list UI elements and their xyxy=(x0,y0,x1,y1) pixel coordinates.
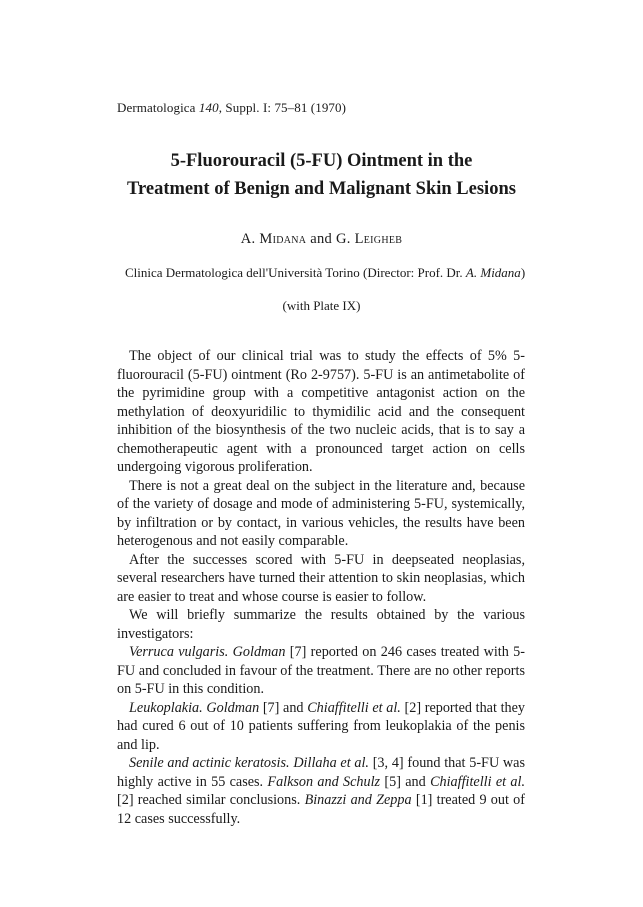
paragraph-text: [2] reported that they had cured 6 out of 10 patients suffering from leukoplakia of the penis and lip. xyxy=(117,699,526,753)
citation-journal: Dermatologica xyxy=(117,100,199,115)
author-ref: Dillaha et al. xyxy=(293,755,369,771)
author1-name: Midana xyxy=(259,231,307,247)
affiliation xyxy=(125,265,525,281)
heading-leukoplakia: Leukoplakia. xyxy=(129,699,203,716)
author-line xyxy=(0,231,643,248)
author-ref: Chiaffitelli et al. xyxy=(430,773,525,790)
affiliation-close: ) xyxy=(520,265,526,280)
plate-note: (with Plate IX) xyxy=(282,298,361,313)
author-ref: Binazzi and Zeppa xyxy=(304,792,412,808)
paragraph-text: [3, 4] found that 5-FU was highly active in 55 cases. xyxy=(117,755,525,790)
paragraph-leukoplakia xyxy=(117,699,525,755)
paragraph-intro: The object of our clinical trial was to study the effects of 5% 5-fluorouracil (5-FU) ointment (Ro 2-9757). 5-FU is an antimetabolite of the pyrimidine group with a competitive antagonist action on the methylation of deoxyuridilic to thymidilic acid and the consequent inhibition of the biosynthesis of the two nucleic acids, that is to say a chemotherapeutic agent with a pronounced target action on cells undergoing vigorous proliferation. xyxy=(117,348,525,475)
article-title-line2: Treatment of Benign and Malignant Skin Lesions xyxy=(127,179,516,199)
paragraph-successes: After the successes scored with 5-FU in deepseated neoplasias, several researchers have turned their attention to skin neoplasias, which are easier to treat and whose course is easier to follow. xyxy=(117,551,525,605)
paragraph-summary: We will briefly summarize the results obtained by the various investigators: xyxy=(117,607,525,642)
citation-rest: , Suppl. I: 75–81 (1970) xyxy=(218,100,347,115)
author-ref: Falkson and Schulz xyxy=(267,773,381,790)
author-ref: Goldman xyxy=(232,644,286,660)
author-ref: Chiaffitelli et al. xyxy=(307,699,401,716)
citation-volume: 140 xyxy=(198,100,219,115)
paragraph-text: [2] reached similar conclusions. xyxy=(117,792,305,808)
heading-verruca: Verruca vulgaris. xyxy=(129,644,229,660)
article-body xyxy=(117,347,525,828)
journal-citation xyxy=(117,100,346,116)
heading-keratosis: Senile and actinic keratosis. xyxy=(129,755,290,771)
author1-initial: A. xyxy=(240,231,260,247)
author2-name: Leigheb xyxy=(354,231,403,247)
affiliation-director: A. Midana xyxy=(465,265,521,280)
author-ref: Goldman xyxy=(206,699,260,716)
affiliation-text: Clinica Dermatologica dell'Università Torino (Director: Prof. Dr. xyxy=(125,265,466,280)
paragraph-text: [5] and xyxy=(380,773,431,790)
paragraph-literature: There is not a great deal on the subject in the literature and, because of the variety of dosage and mode of administering 5-FU, systemically, by infiltration or by contact, in various vehicles, the results have been heterogenous and not easily comparable. xyxy=(117,477,525,549)
paragraph-text: [1] treated 9 out of 12 cases successfully. xyxy=(117,792,525,827)
paragraph-text: [7] and xyxy=(259,699,308,716)
paragraph-verruca xyxy=(117,643,525,699)
author-and: and G. xyxy=(306,231,355,247)
article-title-line1: 5-Fluorouracil (5-FU) Ointment in the xyxy=(170,151,473,171)
paragraph-text: [7] reported on 246 cases treated with 5-FU and concluded in favour of the treatment. There are no other reports on 5-FU in this condition. xyxy=(117,644,526,697)
paragraph-keratosis xyxy=(117,754,525,828)
